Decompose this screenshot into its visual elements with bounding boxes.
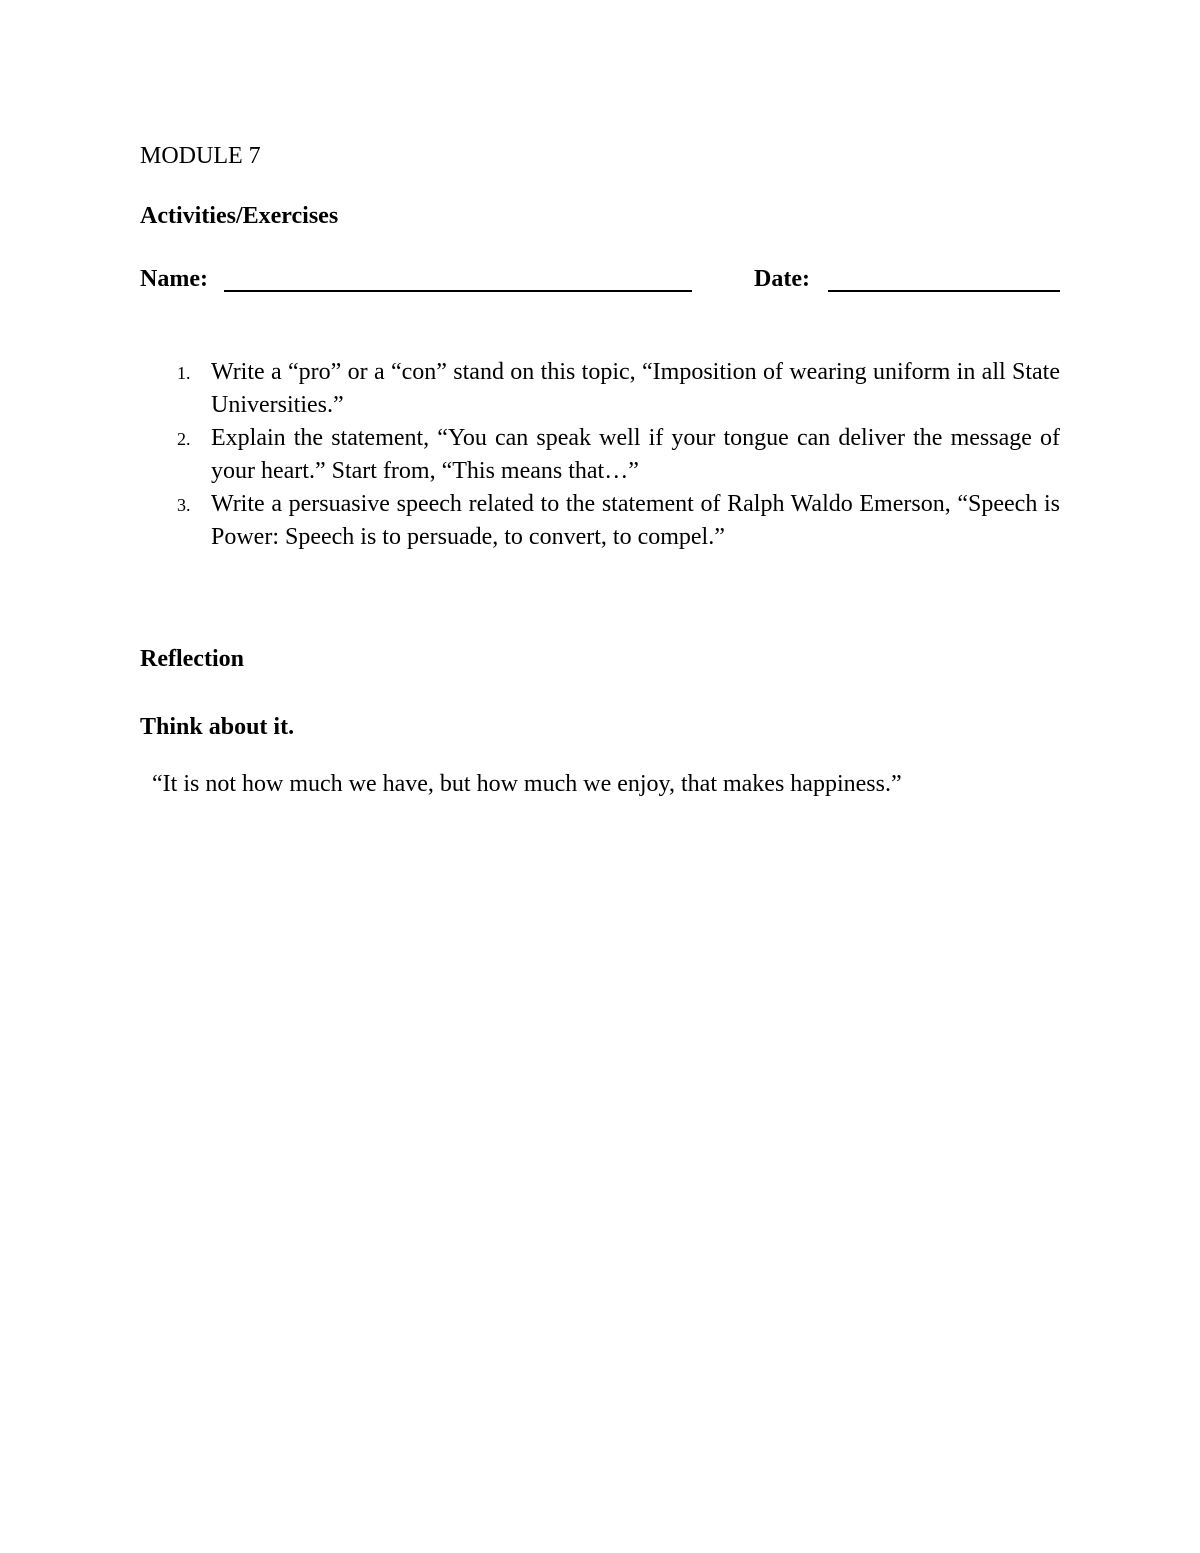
exercise-item	[140, 356, 1060, 422]
date-blank-line	[828, 290, 1060, 292]
exercise-item	[140, 488, 1060, 554]
module-title: MODULE 7	[140, 143, 261, 169]
date-label: Date:	[754, 266, 810, 292]
exercise-number: 1.	[177, 363, 191, 383]
exercise-number: 2.	[177, 429, 191, 449]
exercise-number: 3.	[177, 495, 191, 515]
exercise-item	[140, 422, 1060, 488]
reflection-title: Reflection	[140, 646, 244, 672]
think-about-it-title: Think about it.	[140, 714, 295, 740]
exercise-list	[140, 356, 1060, 554]
exercise-text: Write a persuasive speech related to the statement of Ralph Waldo Emerson, “Speech is Power: Speech is to persuade, to convert, to compel.”	[211, 491, 1060, 550]
name-label: Name:	[140, 266, 208, 292]
reflection-quote: “It is not how much we have, but how much we enjoy, that makes happiness.”	[152, 771, 902, 797]
section-title: Activities/Exercises	[140, 203, 339, 229]
exercise-text: Write a “pro” or a “con” stand on this topic, “Imposition of wearing uniform in all State Universities.”	[211, 359, 1060, 418]
exercise-text: Explain the statement, “You can speak well if your tongue can deliver the message of your heart.” Start from, “This means that…”	[211, 425, 1060, 484]
name-blank-line	[224, 290, 692, 292]
